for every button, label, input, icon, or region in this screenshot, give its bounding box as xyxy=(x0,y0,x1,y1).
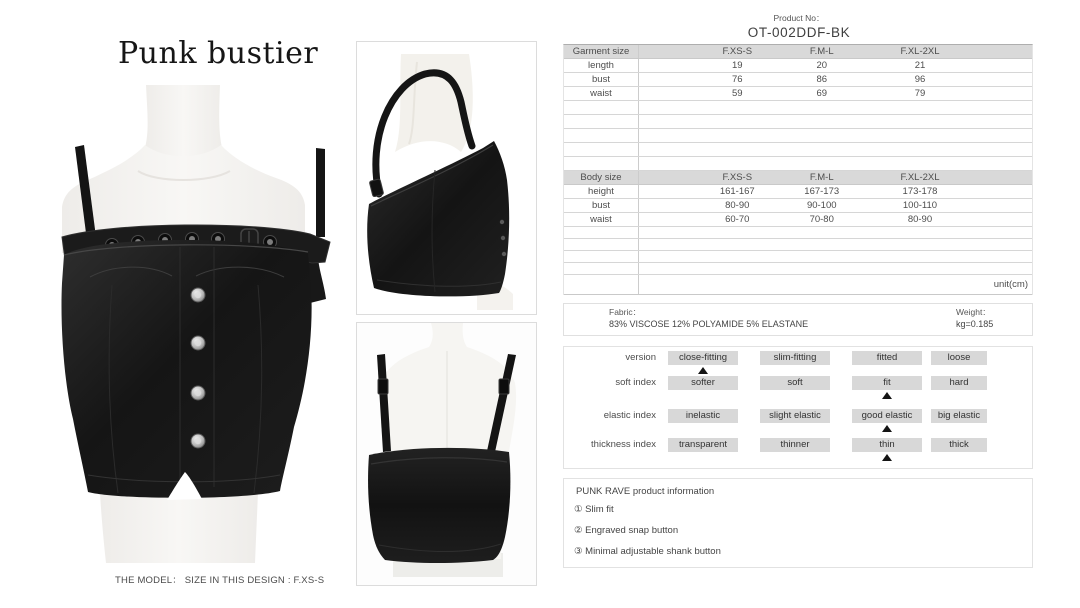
body-empty-row xyxy=(564,263,1032,275)
product-info-box xyxy=(563,478,1033,568)
body-row-bust-values xyxy=(639,199,1032,212)
garment-row-waist-label: waist xyxy=(564,87,639,100)
body-header-value-1: F.XS-S xyxy=(722,172,753,183)
attr-option-wrap xyxy=(760,438,830,461)
garment-empty-row xyxy=(564,101,1032,115)
attr-option-chip: thinner xyxy=(760,438,830,452)
garment-header-label: Garment size xyxy=(564,45,639,58)
weight-info xyxy=(956,307,993,331)
body-header-values xyxy=(639,171,1032,184)
garment-empty-row-values xyxy=(639,129,1032,142)
page-title: Punk bustier xyxy=(118,36,319,71)
size-table xyxy=(563,44,1033,295)
body-empty-row xyxy=(564,239,1032,251)
bustier-side xyxy=(367,141,509,296)
body-header-label: Body size xyxy=(564,171,639,184)
garment-empty-row xyxy=(564,129,1032,143)
body-empty-row-values xyxy=(639,251,1032,262)
body-row-bust-label: bust xyxy=(564,199,639,212)
garment-row-length-values xyxy=(639,59,1032,72)
body-row-waist xyxy=(564,213,1032,227)
body-empty-row xyxy=(564,227,1032,239)
body-row-height xyxy=(564,185,1032,199)
body-row-height-value-3: 173-178 xyxy=(902,186,938,197)
garment-row-waist-value-2: 69 xyxy=(816,88,828,99)
garment-row-waist-value-3: 79 xyxy=(914,88,926,99)
body-row-height-value-1: 161-167 xyxy=(719,186,755,197)
attr-option-wrap xyxy=(668,376,738,399)
garment-empty-row-label xyxy=(564,129,639,142)
garment-empty-row xyxy=(564,115,1032,129)
back-view-illustration xyxy=(357,323,536,585)
garment-empty-row-values xyxy=(639,115,1032,128)
body-row-height-value-2: 167-173 xyxy=(804,186,840,197)
garment-empty-row-values xyxy=(639,157,1032,170)
selected-marker-icon xyxy=(882,425,892,432)
attr-option-chip: transparent xyxy=(668,438,738,452)
side-photo xyxy=(356,41,537,315)
garment-header-value-1: F.XS-S xyxy=(722,46,753,57)
strap-adjuster-icon xyxy=(369,179,384,197)
selected-marker-icon xyxy=(882,392,892,399)
front-photo xyxy=(18,85,348,567)
body-row-waist-value-3: 80-90 xyxy=(907,214,933,225)
fabric-label: Fabric： xyxy=(609,307,642,317)
garment-empty-row-label xyxy=(564,115,639,128)
body-row-waist-values xyxy=(639,213,1032,226)
bustier-back-panel xyxy=(368,448,510,563)
garment-header-value-3: F.XL-2XL xyxy=(900,46,940,57)
garment-row-length-value-1: 19 xyxy=(731,60,743,71)
body-empty-row xyxy=(564,251,1032,263)
bustier-body xyxy=(61,240,311,500)
body-row-bust-value-1: 80-90 xyxy=(725,200,750,211)
garment-empty-row-values xyxy=(639,143,1032,156)
side-view-illustration xyxy=(357,42,536,314)
garment-row-bust-values xyxy=(639,73,1032,86)
attr-option-wrap xyxy=(852,438,922,461)
attribute-matrix xyxy=(563,346,1033,469)
attr-option-chip: hard xyxy=(931,376,987,390)
attr-option-wrap xyxy=(931,351,987,374)
attr-option-chip: slight elastic xyxy=(760,409,830,423)
body-empty-row-label xyxy=(564,263,639,274)
garment-row-length-value-3: 21 xyxy=(914,60,926,71)
selected-marker-icon xyxy=(882,454,892,461)
garment-row-waist-values xyxy=(639,87,1032,100)
attr-option-chip: close-fitting xyxy=(668,351,738,365)
product-number xyxy=(563,12,1035,40)
attr-option-chip: slim-fitting xyxy=(760,351,830,365)
attr-option-wrap xyxy=(668,438,738,461)
body-header-value-2: F.M-L xyxy=(809,172,834,183)
garment-row-bust-label: bust xyxy=(564,73,639,86)
attr-option-chip: loose xyxy=(931,351,987,365)
fabric-box xyxy=(563,303,1033,336)
attr-option-chip: fit xyxy=(852,376,922,390)
product-info-item: ② Engraved snap button xyxy=(574,525,679,536)
body-empty-row-label xyxy=(564,239,639,250)
product-number-value: OT-002DDF-BK xyxy=(747,25,851,40)
garment-row-bust-value-1: 76 xyxy=(731,74,743,85)
garment-row-bust-value-2: 86 xyxy=(816,74,828,85)
attr-row-soft-index xyxy=(564,376,1032,400)
attr-option-wrap xyxy=(668,409,738,432)
product-info-item: ③ Minimal adjustable shank button xyxy=(574,546,721,557)
model-size-note: THE MODEL： SIZE IN THIS DESIGN : F.XS-S xyxy=(115,575,325,586)
product-info-item: ① Slim fit xyxy=(574,504,614,515)
product-info-title: PUNK RAVE product information xyxy=(576,486,715,497)
attr-option-chip: thin xyxy=(852,438,922,452)
body-header xyxy=(564,171,1032,185)
unit-row-label xyxy=(564,275,639,294)
body-empty-row-values xyxy=(639,239,1032,250)
body-row-height-label: height xyxy=(564,185,639,198)
garment-empty-row-label xyxy=(564,101,639,114)
garment-empty-row xyxy=(564,157,1032,171)
garment-row-length xyxy=(564,59,1032,73)
garment-empty-row-values xyxy=(639,101,1032,114)
garment-header-value-2: F.M-L xyxy=(809,46,834,57)
body-empty-row-values xyxy=(639,263,1032,274)
garment-header xyxy=(564,45,1032,59)
body-empty-row-label xyxy=(564,227,639,238)
body-row-height-values xyxy=(639,185,1032,198)
attr-row-elastic-index xyxy=(564,409,1032,433)
product-number-label: Product No： xyxy=(773,13,825,23)
garment-row-bust-value-3: 96 xyxy=(914,74,926,85)
attr-option-wrap xyxy=(852,409,922,432)
garment-row-bust xyxy=(564,73,1032,87)
attr-option-chip: inelastic xyxy=(668,409,738,423)
garment-row-waist xyxy=(564,87,1032,101)
attr-option-wrap xyxy=(760,351,830,374)
body-empty-row-label xyxy=(564,251,639,262)
spec-panel xyxy=(563,0,1035,608)
garment-row-length-label: length xyxy=(564,59,639,72)
attr-label: version xyxy=(625,352,656,363)
attr-option-chip: big elastic xyxy=(931,409,987,423)
garment-empty-row-label xyxy=(564,143,639,156)
attr-option-chip: good elastic xyxy=(852,409,922,423)
unit-note: unit(cm) xyxy=(993,279,1028,290)
attr-option-chip: soft xyxy=(760,376,830,390)
body-row-waist-value-1: 60-70 xyxy=(725,214,750,225)
garment-header-values xyxy=(639,45,1032,58)
body-row-bust-value-3: 100-110 xyxy=(902,200,938,211)
attr-option-wrap xyxy=(931,376,987,399)
attr-option-wrap xyxy=(931,438,987,461)
body-header-value-3: F.XL-2XL xyxy=(900,172,940,183)
attr-row-thickness-index xyxy=(564,438,1032,462)
unit-row xyxy=(564,275,1032,295)
attr-label: elastic index xyxy=(603,410,656,421)
weight-label: Weight： xyxy=(956,307,991,317)
body-row-bust-value-2: 90-100 xyxy=(806,200,837,211)
attr-option-chip: thick xyxy=(931,438,987,452)
attr-option-chip: fitted xyxy=(852,351,922,365)
garment-empty-row xyxy=(564,143,1032,157)
front-view-illustration xyxy=(18,85,348,567)
attr-option-wrap xyxy=(668,351,738,374)
selected-marker-icon xyxy=(698,367,708,374)
body-empty-row-values xyxy=(639,227,1032,238)
attr-row-version xyxy=(564,351,1032,375)
body-row-bust xyxy=(564,199,1032,213)
attr-option-wrap xyxy=(760,376,830,399)
attr-label: soft index xyxy=(615,377,656,388)
attr-option-wrap xyxy=(760,409,830,432)
fabric-composition: 83% VISCOSE 12% POLYAMIDE 5% ELASTANE xyxy=(609,319,809,330)
fabric-info xyxy=(609,307,808,331)
attr-option-wrap xyxy=(852,351,922,374)
weight-value: kg=0.185 xyxy=(956,319,994,330)
back-photo xyxy=(356,322,537,586)
attr-option-wrap xyxy=(852,376,922,399)
body-row-waist-value-2: 70-80 xyxy=(809,214,834,225)
garment-empty-row-label xyxy=(564,157,639,170)
attr-option-wrap xyxy=(931,409,987,432)
attr-option-chip: softer xyxy=(668,376,738,390)
garment-row-waist-value-1: 59 xyxy=(731,88,743,99)
attr-label: thickness index xyxy=(591,439,656,450)
garment-row-length-value-2: 20 xyxy=(816,60,828,71)
body-row-waist-label: waist xyxy=(564,213,639,226)
